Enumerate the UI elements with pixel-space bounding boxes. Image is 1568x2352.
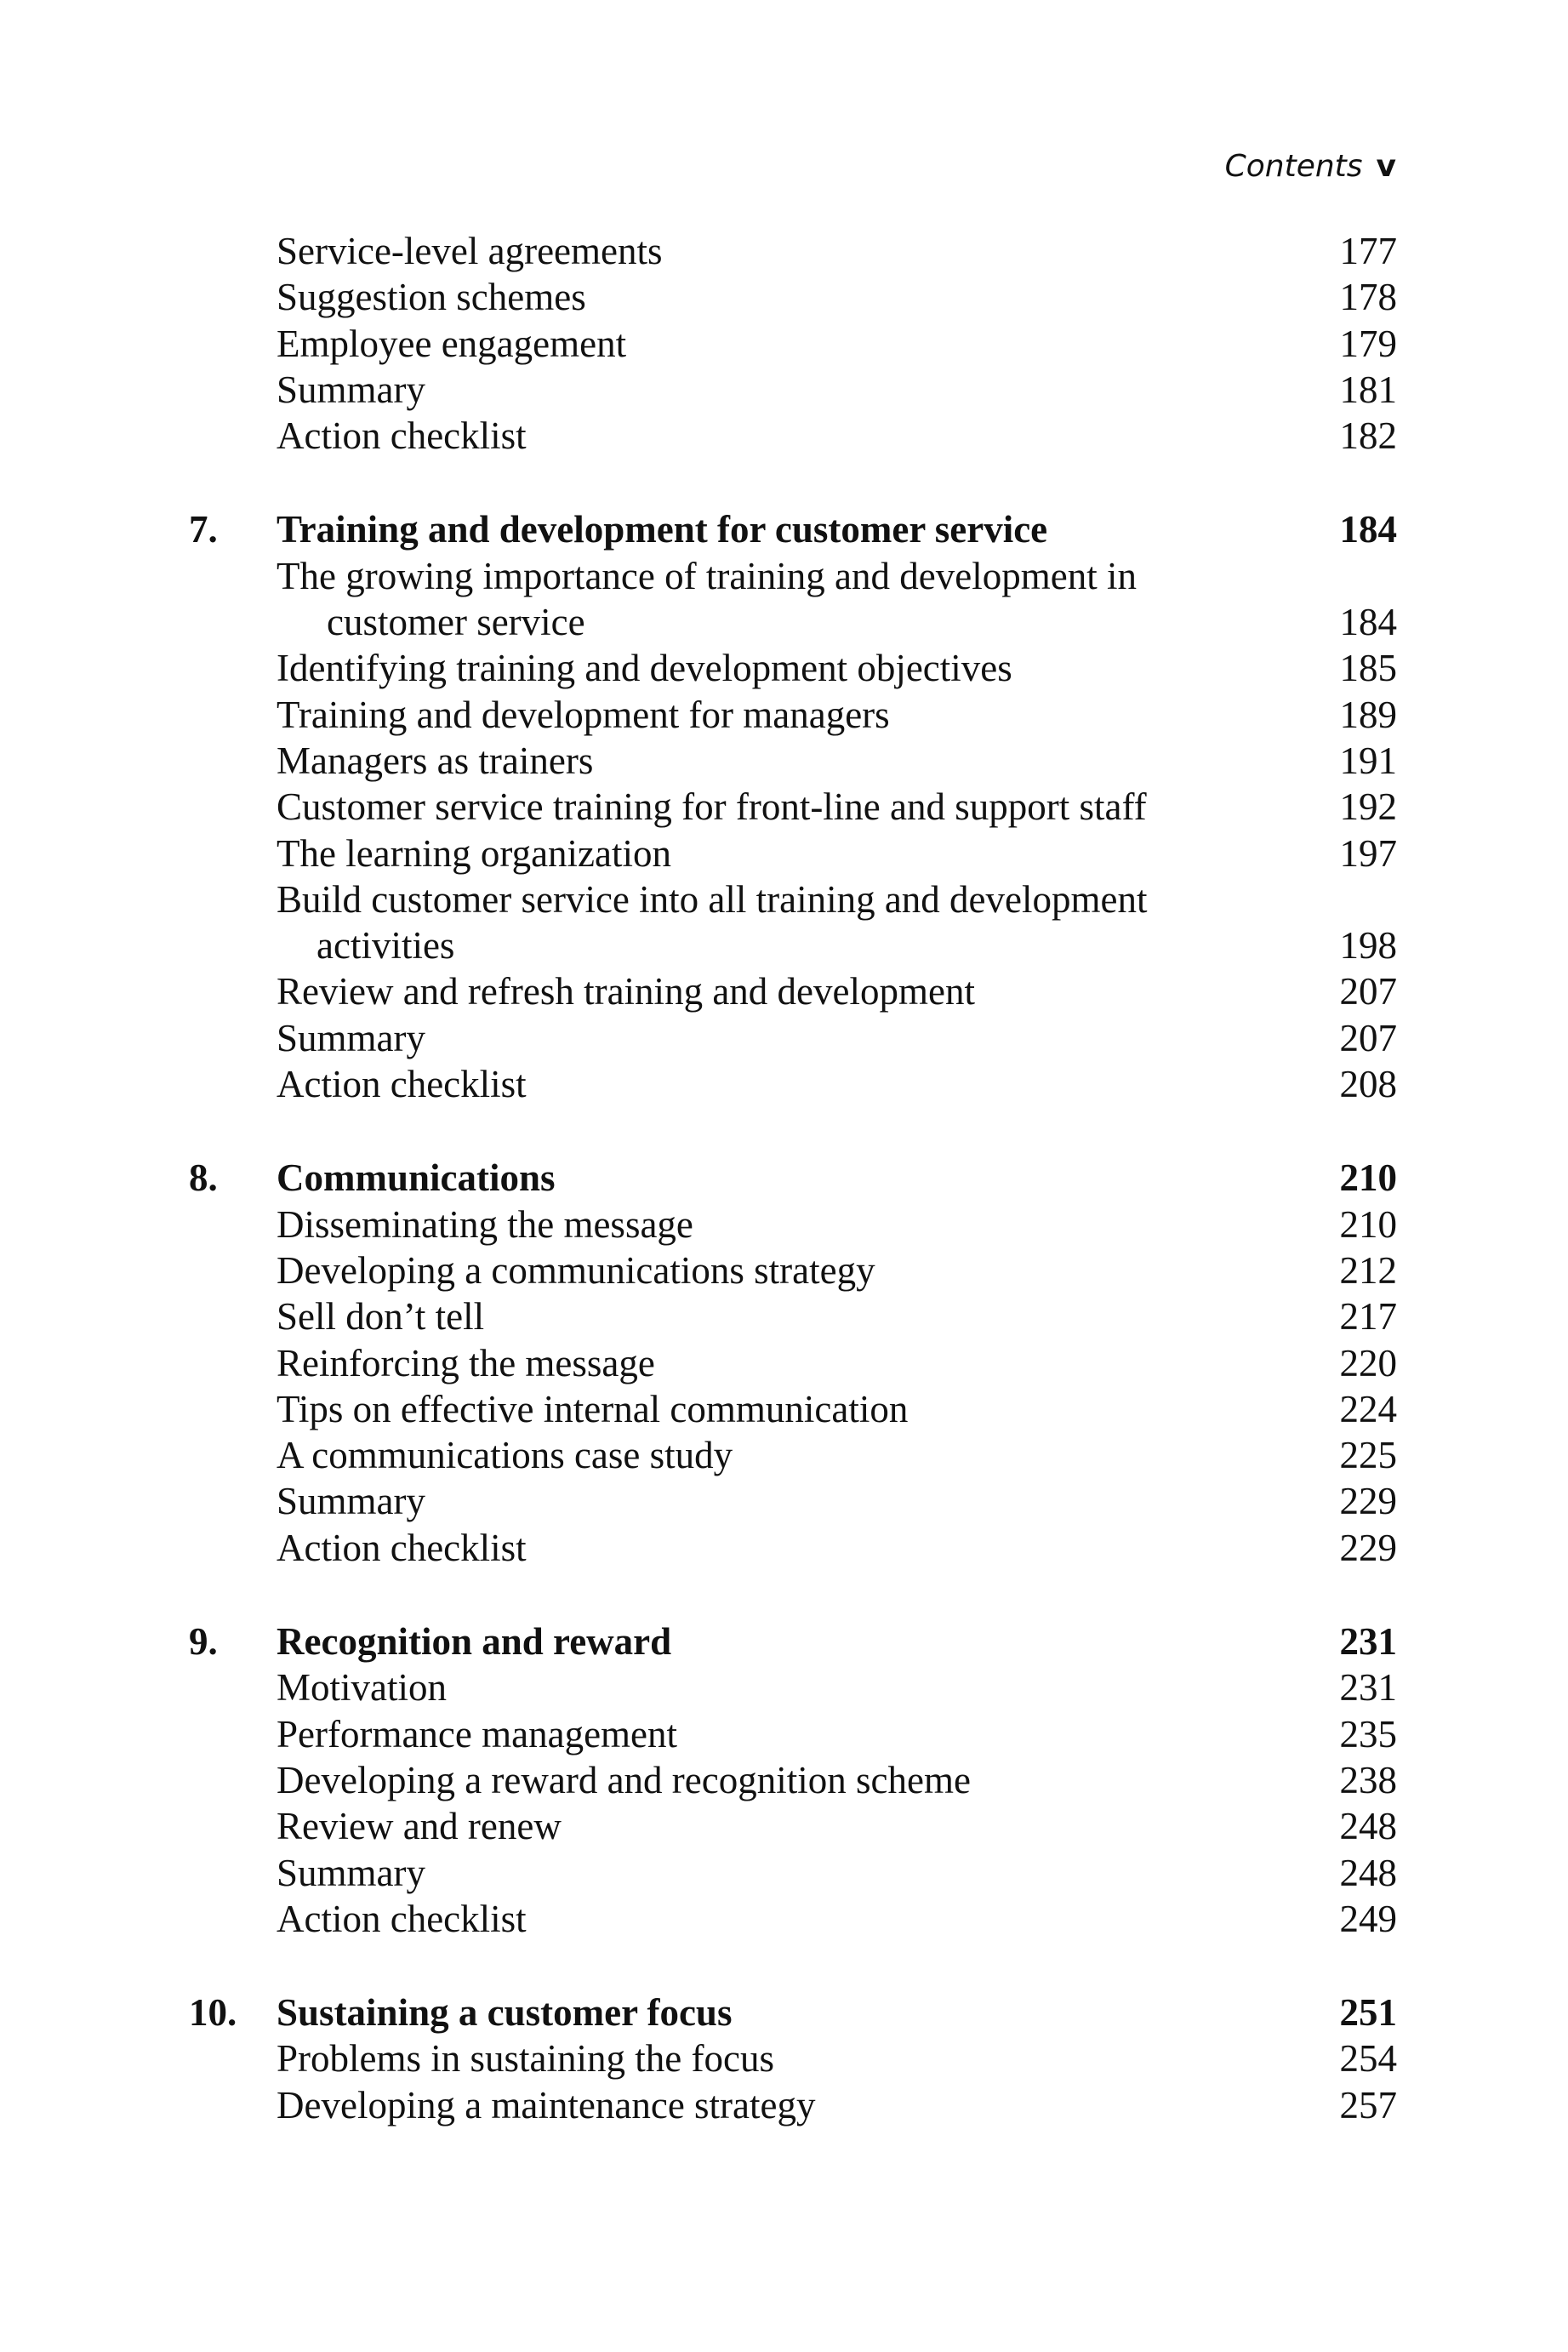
toc-entry-title: Performance management — [277, 1712, 678, 1755]
toc-entry-title: Review and renew — [277, 1805, 562, 1848]
toc-entry — [189, 1757, 1397, 1803]
toc-entry — [189, 228, 1397, 274]
toc-entry — [189, 1664, 1397, 1710]
toc-entry-page: 257 — [1339, 2083, 1397, 2127]
chapter-title: Sustaining a customer focus — [277, 1991, 733, 2035]
toc-entry-page: 238 — [1339, 1758, 1397, 1801]
toc-entry-page: 248 — [1339, 1851, 1397, 1894]
toc-entry-page: 207 — [1339, 1016, 1397, 1059]
toc-entry-title: Developing a maintenance strategy — [277, 2083, 816, 2127]
toc-entry-page: 198 — [1339, 924, 1397, 968]
toc-chapter-heading — [189, 1618, 1397, 1664]
toc-entry-title: Tips on effective internal communication — [277, 1387, 909, 1430]
toc-entry-title: Motivation — [277, 1666, 447, 1710]
chapter-page: 210 — [1339, 1156, 1397, 1200]
toc-entry-page: 217 — [1339, 1295, 1397, 1339]
toc-entry-title: Developing a communications strategy — [277, 1248, 875, 1292]
toc-entry-title: Summary — [277, 1016, 425, 1059]
toc-entry-page: 229 — [1339, 1526, 1397, 1569]
toc-entry — [189, 1061, 1397, 1107]
chapter-title: Training and development for customer service — [277, 508, 1048, 551]
toc-entry-title: Sell don’t tell — [277, 1295, 485, 1339]
toc-entry-page: 177 — [1339, 230, 1397, 272]
toc-entry-page: 197 — [1339, 831, 1397, 875]
toc-entry — [189, 1711, 1397, 1757]
toc-entry-title: Training and development for managers — [277, 693, 890, 736]
chapter-page: 184 — [1339, 508, 1397, 551]
toc-entry-title: Employee engagement — [277, 322, 627, 365]
toc-entry — [189, 1386, 1397, 1432]
toc-entry-continuation — [189, 922, 1397, 968]
chapter-number: 8. — [189, 1156, 218, 1200]
toc-entry — [189, 1202, 1397, 1247]
toc-entry-title: Suggestion schemes — [277, 276, 586, 319]
toc-entry-title: Customer service training for front-line and support staff — [277, 785, 1147, 829]
toc-entry — [189, 876, 1397, 922]
toc-entry — [189, 367, 1397, 413]
toc-entry — [189, 1015, 1397, 1061]
toc-entry-page: 185 — [1339, 647, 1397, 690]
toc-entry — [189, 1293, 1397, 1339]
toc-entry-title: Service-level agreements — [277, 230, 663, 272]
toc-entry-page: 231 — [1339, 1666, 1397, 1710]
toc-entry-page: 182 — [1339, 414, 1397, 458]
toc-entry-title: Developing a reward and recognition scheme — [277, 1758, 971, 1801]
toc-entry-page: 249 — [1339, 1897, 1397, 1940]
toc-entry-page: 191 — [1339, 739, 1397, 782]
toc-entry — [189, 1432, 1397, 1478]
chapter-title: Communications — [277, 1156, 556, 1200]
toc-entry — [189, 1478, 1397, 1524]
toc-entry-page: 212 — [1339, 1248, 1397, 1292]
toc-entry-page: 220 — [1339, 1341, 1397, 1384]
toc-entry-page: 208 — [1339, 1063, 1397, 1106]
toc-entry-continuation — [189, 599, 1397, 645]
toc-entry-title: Problems in sustaining the focus — [277, 2037, 774, 2081]
toc-entry — [189, 1803, 1397, 1849]
toc-entry-title: Summary — [277, 1851, 425, 1894]
toc-entry-title: Review and refresh training and development — [277, 970, 975, 1013]
toc-entry-page: 224 — [1339, 1387, 1397, 1430]
toc-entry — [189, 321, 1397, 367]
toc-entry — [189, 968, 1397, 1014]
toc-entry-page: 225 — [1339, 1434, 1397, 1477]
toc-entry-title: The learning organization — [277, 831, 671, 875]
toc-entry — [189, 1340, 1397, 1386]
toc-entry — [189, 831, 1397, 876]
toc-entry-title: A communications case study — [277, 1434, 733, 1477]
toc-entry-title: activities — [316, 924, 455, 968]
toc-entry-page: 181 — [1339, 368, 1397, 411]
toc-entry-page: 192 — [1339, 785, 1397, 829]
toc-entry — [189, 1247, 1397, 1293]
running-head — [1225, 146, 1396, 187]
toc-entry-title: Summary — [277, 1480, 425, 1523]
toc-entry-page: 189 — [1339, 693, 1397, 736]
chapter-number: 7. — [189, 508, 218, 551]
toc-entry-title: Managers as trainers — [277, 739, 594, 782]
toc-entry-title: customer service — [327, 601, 585, 644]
chapter-number: 10. — [189, 1991, 237, 2035]
toc-chapter-heading — [189, 506, 1397, 552]
toc-entry — [189, 784, 1397, 830]
toc-entry — [189, 692, 1397, 738]
toc-entry — [189, 274, 1397, 320]
toc-entry — [189, 645, 1397, 691]
toc-entry-page: 254 — [1339, 2037, 1397, 2081]
toc-chapter-heading — [189, 1989, 1397, 2035]
toc-entry-title: Build customer service into all training and development — [277, 877, 1148, 921]
toc-entry-page: 229 — [1339, 1480, 1397, 1523]
toc-entry-title: The growing importance of training and development in — [277, 554, 1137, 597]
chapter-page: 231 — [1339, 1620, 1397, 1664]
table-of-contents — [189, 228, 1397, 2128]
toc-entry-page: 178 — [1339, 276, 1397, 319]
running-head-title: Contents — [1224, 149, 1363, 184]
toc-entry-title: Action checklist — [277, 1063, 527, 1106]
toc-entry-title: Action checklist — [277, 1897, 527, 1940]
toc-entry-page: 179 — [1339, 322, 1397, 365]
toc-entry — [189, 1896, 1397, 1942]
toc-entry — [189, 738, 1397, 784]
toc-entry — [189, 553, 1397, 599]
chapter-title: Recognition and reward — [277, 1620, 672, 1664]
toc-entry-page: 207 — [1339, 970, 1397, 1013]
toc-entry-title: Action checklist — [277, 414, 527, 458]
toc-entry-page: 235 — [1339, 1712, 1397, 1755]
toc-entry-title: Action checklist — [277, 1526, 527, 1569]
toc-entry-title: Disseminating the message — [277, 1202, 693, 1246]
toc-entry-title: Identifying training and development objectives — [277, 647, 1012, 690]
chapter-number: 9. — [189, 1620, 218, 1664]
toc-entry-page: 184 — [1339, 601, 1397, 644]
toc-entry — [189, 2082, 1397, 2128]
toc-entry — [189, 2035, 1397, 2081]
toc-entry — [189, 1850, 1397, 1896]
toc-entry — [189, 413, 1397, 459]
toc-entry-title: Summary — [277, 368, 425, 411]
toc-entry — [189, 1525, 1397, 1571]
running-head-page-number: v — [1376, 149, 1396, 184]
toc-entry-page: 210 — [1339, 1202, 1397, 1246]
toc-entry-title: Reinforcing the message — [277, 1341, 655, 1384]
toc-entry-page: 248 — [1339, 1805, 1397, 1848]
toc-chapter-heading — [189, 1155, 1397, 1201]
chapter-page: 251 — [1339, 1991, 1397, 2035]
